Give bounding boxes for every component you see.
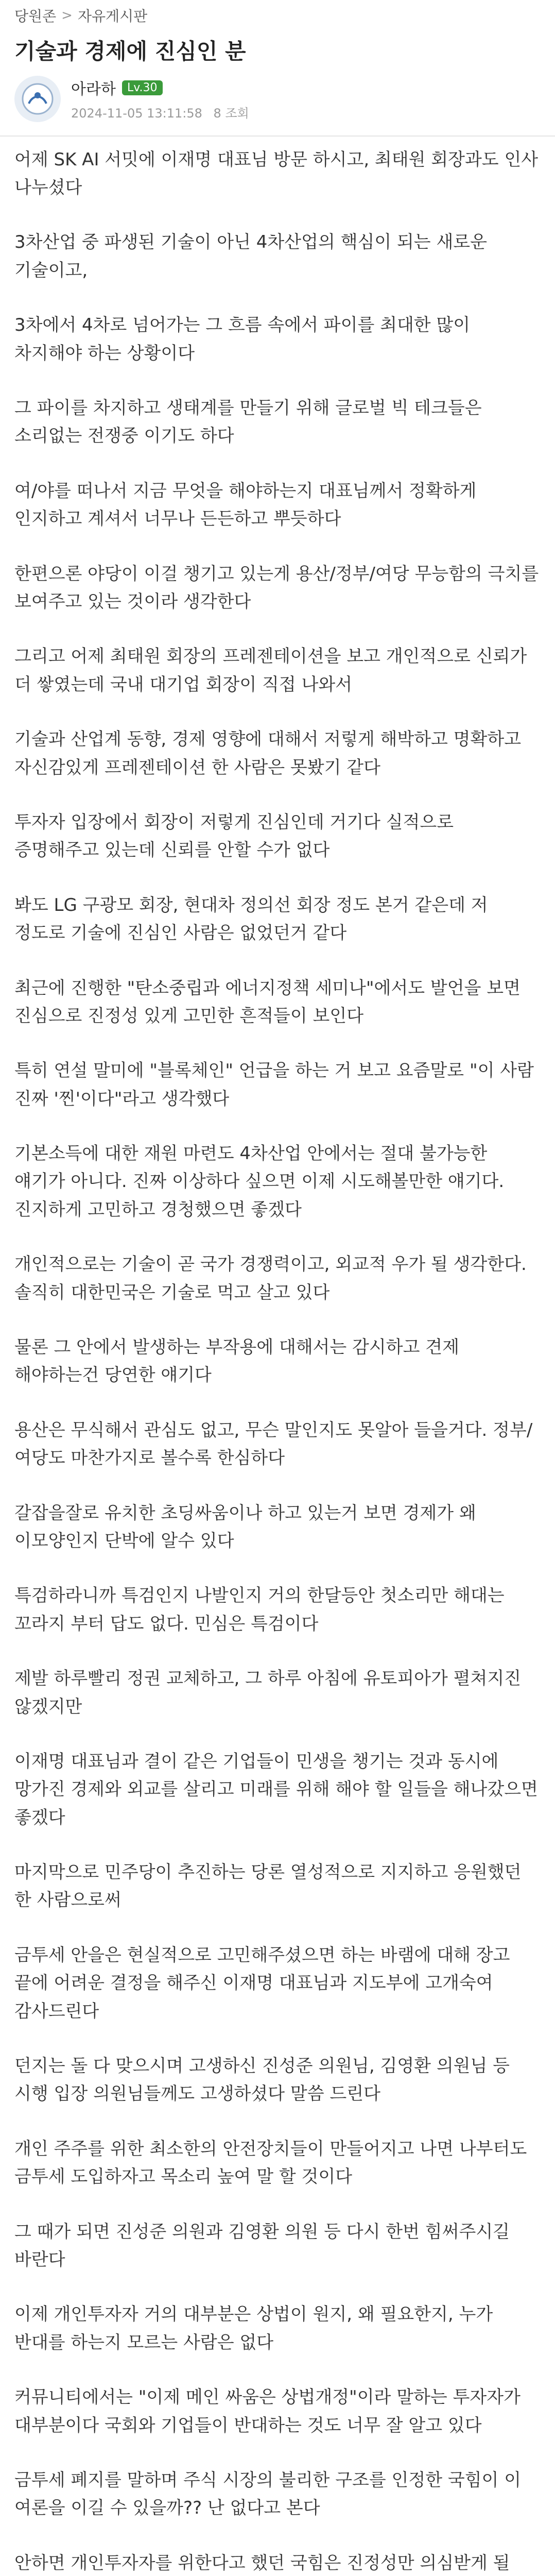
- body-paragraph: 개인적으로는 기술이 곧 국가 경쟁력이고, 외교적 우가 될 생각한다. 솔직히 대한민국은 기술로 먹고 살고 있다: [14, 1254, 527, 1303]
- level-badge: Lv.30: [122, 80, 163, 95]
- body-paragraph: 봐도 LG 구광모 회장, 현대차 정의선 회장 정도 본거 같은데 저 정도로 기술에 진심인 사람은 없었던거 같다: [14, 894, 488, 944]
- body-paragraph: 3차에서 4차로 넘어가는 그 흐름 속에서 파이를 최대한 많이 차지해야 하는 상황이다: [14, 315, 471, 364]
- body-paragraph: 투자자 입장에서 회장이 저렇게 진심인데 거기다 실적으로 증명해주고 있는데 신뢰를 안할 수가 없다: [14, 811, 454, 861]
- body-paragraph: 기본소득에 대한 재원 마련도 4차산업 안에서는 절대 불가능한 얘기가 아니다. 진짜 이상하다 싶으면 이제 시도해볼만한 얘기다. 진지하게 고민하고 경청했으면 좋겠다: [14, 1143, 505, 1220]
- body-paragraph: 던지는 돌 다 맞으시며 고생하신 진성준 의원님, 김영환 의원님 등 시행 입장 의원님들께도 고생하셨다 말씀 드린다: [14, 2056, 510, 2105]
- body-paragraph: 안하면 개인투자자를 위한다고 했던 국힘은 진정성만 의심받게 될: [14, 2552, 510, 2573]
- body-paragraph: 여/야를 떠나서 지금 무엇을 해야하는지 대표님께서 정확하게 인지하고 계셔서 너무나 든든하고 뿌듯하다: [14, 480, 477, 530]
- body-paragraph: 마지막으로 민주당이 추진하는 당론 열성적으로 지지하고 응원했던 한 사람으로써: [14, 1862, 522, 1911]
- body-paragraph: 한편으론 야당이 이걸 챙기고 있는게 용산/정부/여당 무능함의 극치를 보여주고 있는 것이라 생각한다: [14, 563, 539, 612]
- body-paragraph: 최근에 진행한 "탄소중립과 에너지정책 세미나"에서도 발언을 보면 진심으로 진정성 있게 고민한 흔적들이 보인다: [14, 977, 521, 1026]
- post-date: 2024-11-05 13:11:58: [71, 106, 202, 121]
- breadcrumb-separator: >: [61, 8, 73, 23]
- post-meta: [0, 76, 555, 137]
- body-paragraph: 그 때가 되면 진성준 의원과 김영환 의원 등 다시 한번 힘써주시길 바란다: [14, 2221, 510, 2270]
- body-paragraph: 커뮤니티에서는 "이제 메인 싸움은 상법개정"이라 말하는 투자자가 대부분이다 국회와 기업들이 반대하는 것도 너무 잘 알고 있다: [14, 2387, 521, 2436]
- body-paragraph: 갈잡을잘로 유치한 초딩싸움이나 하고 있는거 보면 경제가 왜 이모양인지 단박에 알수 있다: [14, 1502, 476, 1551]
- body-paragraph: 제발 하루빨리 정권 교체하고, 그 하루 아침에 유토피아가 펼쳐지진 않겠지만: [14, 1668, 522, 1717]
- body-paragraph: 기술과 산업계 동향, 경제 영향에 대해서 저렇게 해박하고 명확하고 자신감있게 프레젠테이션 한 사람은 못봤기 같다: [14, 729, 522, 778]
- breadcrumb-category-link[interactable]: 자유게시판: [77, 8, 148, 25]
- body-paragraph: 금투세 안을은 현실적으로 고민해주셨으면 하는 바램에 대해 장고 끝에 어려운 결정을 해주신 이재명 대표님과 지도부에 고개숙여 감사드린다: [14, 1944, 510, 2022]
- body-paragraph: 그 파이를 차지하고 생태계를 만들기 위해 글로벌 빅 테크들은 소리없는 전쟁중 이기도 하다: [14, 398, 482, 447]
- body-paragraph: 물론 그 안에서 발생하는 부작용에 대해서는 감시하고 견제 해야하는건 당연한 얘기다: [14, 1337, 459, 1386]
- body-paragraph: 특검하라니까 특검인지 나발인지 거의 한달등안 첫소리만 해대는 꼬라지 부터 답도 없다. 민심은 특검이다: [14, 1585, 505, 1634]
- user-avatar-icon: [22, 83, 54, 115]
- body-paragraph: 용산은 무식해서 관심도 없고, 무슨 말인지도 못알아 들을거다. 정부/여당도 마찬가지로 볼수록 한심하다: [14, 1419, 533, 1469]
- body-paragraph: 3차산업 중 파생된 기술이 아닌 4차산업의 핵심이 되는 새로운 기술이고,: [14, 232, 487, 281]
- body-paragraph: 개인 주주를 위한 최소한의 안전장치들이 만들어지고 나면 나부터도 금투세 도입하자고 목소리 높여 말 할 것이다: [14, 2138, 527, 2188]
- body-paragraph: 금투세 폐지를 말하며 주식 시장의 불리한 구조를 인정한 국힘이 이 여론을 이길 수 있을까?? 난 없다고 본다: [14, 2469, 522, 2519]
- breadcrumb: [0, 0, 555, 31]
- body-paragraph: 이재명 대표님과 결이 같은 기업들이 민생을 챙기는 것과 동시에 망가진 경제와 외교를 살리고 미래를 위해 해야 할 일들을 해나갔으면 좋겠다: [14, 1751, 538, 1828]
- breadcrumb-board-link[interactable]: 당원존: [14, 8, 57, 25]
- avatar[interactable]: [14, 76, 61, 122]
- view-count: 8 조회: [213, 106, 249, 121]
- body-paragraph: 이제 개인투자자 거의 대부분은 상법이 원지, 왜 필요한지, 누가 반대를 하는지 모르는 사람은 없다: [14, 2304, 493, 2353]
- post-title: 기술과 경제에 진심인 분: [14, 39, 246, 64]
- author-name[interactable]: 아라하: [71, 80, 116, 99]
- body-paragraph: 어제 SK AI 서밋에 이재명 대표님 방문 하시고, 최태원 회장과도 인사 나누셨다: [14, 149, 539, 198]
- post-body: [0, 137, 555, 2576]
- body-paragraph: 그리고 어제 최태원 회장의 프레젠테이션을 보고 개인적으로 신뢰가 더 쌓였는데 국내 대기업 회장이 직접 나와서: [14, 646, 527, 695]
- body-paragraph: 특히 연설 말미에 "블록체인" 언급을 하는 거 보고 요즘말로 "이 사람 진짜 '찐'이다"라고 생각했다: [14, 1060, 534, 1109]
